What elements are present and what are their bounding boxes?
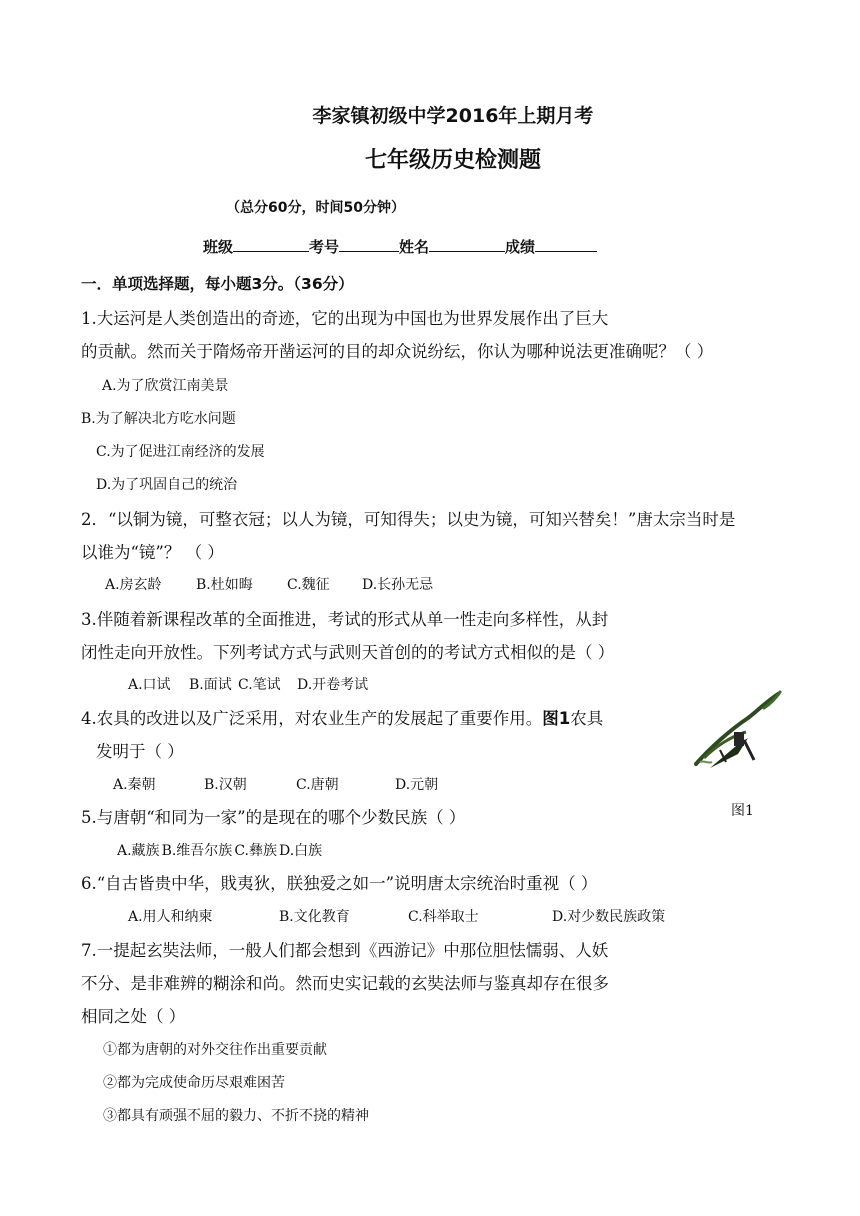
q5-option-c: C.彝族	[234, 843, 277, 859]
question-7-line-1: 7.一提起玄奘法师，一般人们都会想到《西游记》中那位胆怯懦弱、人妖	[81, 941, 609, 960]
q3-option-c: C.笔试	[238, 677, 281, 693]
q5-option-d: D.白族	[278, 843, 323, 859]
q2-option-b: B.杜如晦	[196, 577, 253, 593]
question-4-line-2: 发明于（ ）	[96, 742, 184, 761]
q7-statement-2: ②都为完成使命历尽艰难困苦	[103, 1075, 285, 1091]
figure-caption: 图1	[731, 803, 754, 819]
q4-option-a: A.秦朝	[113, 777, 156, 793]
q3-option-b: B.面试	[189, 677, 232, 693]
q4-text-b: 农具	[570, 709, 604, 728]
student-info-line	[203, 236, 597, 257]
q6-option-c: C.科举取士	[408, 909, 479, 925]
school-title: 李家镇初级中学2016年上期月考	[312, 105, 594, 127]
question-6-line-1: 6.“自古皆贵中华，戝夷狄，朕独爱之如一”说明唐太宗统治时重视（ ）	[81, 874, 598, 893]
q5-option-a: A.藏族	[117, 843, 160, 859]
q4-option-d: D.元朝	[395, 777, 439, 793]
q6-option-a: A.用人和纳柬	[128, 909, 213, 925]
plow-icon	[690, 688, 782, 772]
exam-number-blank	[339, 237, 399, 252]
question-1-line-2: 的贡献。然而关于隋炀帝开凿运河的目的却众说纷纭，你认为哪种说法更准确呢？（ ）	[81, 342, 714, 361]
question-4-line-1	[81, 705, 603, 729]
question-7-line-2: 不分、是非难辨的糊涂和尚。然而史实记载的玄奘法师与鉴真却存在很多	[81, 974, 609, 993]
q4-option-c: C.唐朝	[296, 777, 339, 793]
question-1-line-1: 1.大运河是人类创造出的奇迹，它的出现为中国也为世界发展作出了巨大	[81, 309, 609, 328]
score-blank	[535, 237, 597, 252]
q4-option-b: B.汉朝	[204, 777, 247, 793]
q3-option-a: A.口试	[128, 677, 171, 693]
q5-options-line	[117, 840, 322, 860]
q7-statement-3: ③都具有顽强不屈的毅力、不折不挠的精神	[103, 1108, 369, 1124]
q2-option-a: A.房玄龄	[105, 577, 162, 593]
score-label: 成绩	[505, 238, 536, 256]
q1-option-d: D.为了巩固自己的统治	[96, 477, 238, 493]
q1-option-c: C.为了促进江南经济的发展	[96, 444, 265, 460]
question-5-line-1: 5.与唐朝“和同为一家”的是现在的哪个少数民族（ ）	[81, 808, 466, 827]
q4-figure-ref: 图1	[542, 709, 571, 728]
q1-option-a: A.为了欣赏江南美景	[102, 378, 229, 394]
q2-option-c: C.魏征	[287, 577, 330, 593]
question-2-line-1: 2．“以铜为镜，可整衣冠；以人为镜，可知得失；以史为镜，可知兴替矣！”唐太宗当时是	[81, 510, 736, 529]
q2-option-d: D.长孙无忌	[362, 577, 434, 593]
q3-option-d: D.开卷考试	[297, 677, 369, 693]
class-blank	[233, 237, 309, 252]
q1-option-b: B.为了解决北方吃水问题	[81, 411, 236, 427]
q7-statement-1: ①都为唐朝的对外交往作出重要贡献	[103, 1042, 327, 1058]
name-blank	[429, 237, 505, 252]
q4-text-a: 4.农具的改进以及广泛采用，对农业生产的发展起了重要作用。	[81, 709, 543, 728]
exam-title: 七年级历史检测题	[364, 148, 541, 173]
question-3-line-1: 3.伴随着新课程改革的全面推进，考试的形式从单一性走向多样性，从封	[81, 610, 609, 629]
exam-number-label: 考号	[309, 238, 340, 256]
q6-option-b: B.文化教育	[279, 909, 350, 925]
name-label: 姓名	[399, 238, 430, 256]
q5-option-b: B.维吾尔族	[161, 843, 233, 859]
q6-option-d: D.对少数民族政策	[552, 909, 666, 925]
question-3-line-2: 闭性走向开放性。下列考试方式与武则天首创的的考试方式相似的是（ ）	[81, 643, 615, 662]
question-2-line-2: 以谁为“镜”？ （ ）	[81, 543, 224, 562]
question-7-line-3: 相同之处（ ）	[81, 1007, 186, 1026]
section-heading: 一．单项选择题，每小题3分。（36分）	[81, 275, 354, 293]
score-time-note: （总分60分，时间50分钟）	[226, 200, 405, 216]
class-label: 班级	[203, 238, 234, 256]
